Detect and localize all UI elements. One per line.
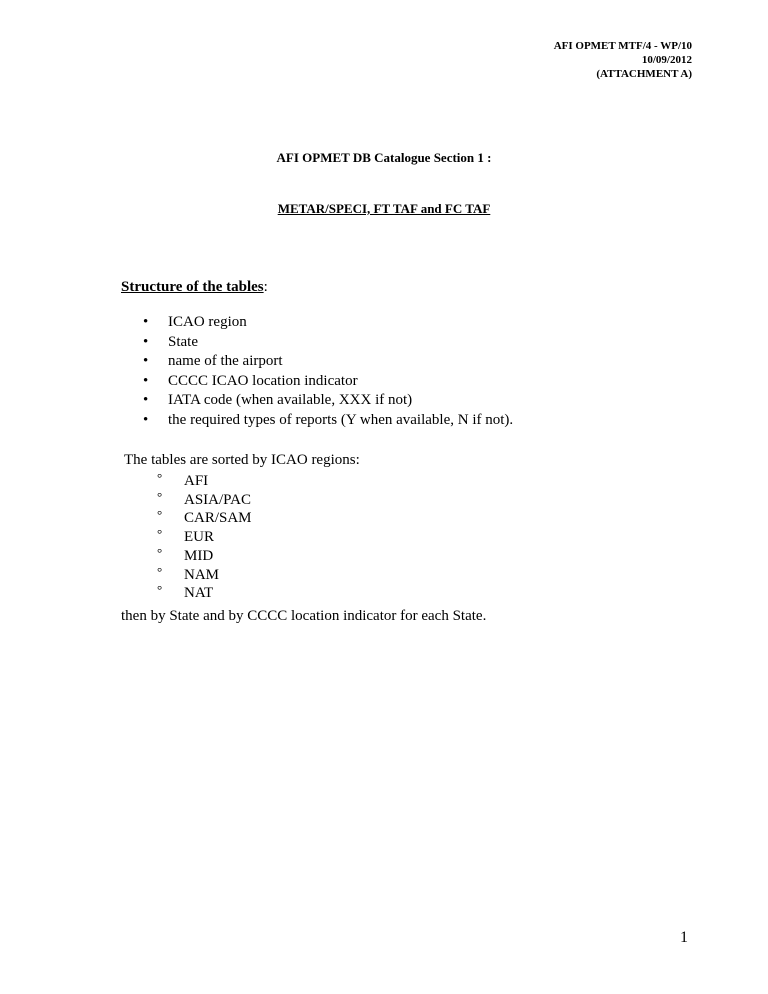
list-item bbox=[0, 313, 513, 333]
region-name: NAM bbox=[184, 566, 220, 583]
list-item bbox=[0, 472, 252, 491]
list-item bbox=[0, 488, 252, 510]
degree-bullet-icon: ° bbox=[157, 582, 163, 598]
document-title: AFI OPMET DB Catalogue Section 1 : bbox=[276, 150, 492, 165]
list-item-text: IATA code (when available, XXX if not) bbox=[168, 392, 413, 408]
header-attachment: (ATTACHMENT A) bbox=[596, 68, 692, 80]
structure-heading-text: Structure of the tables bbox=[121, 279, 264, 295]
list-item bbox=[0, 411, 513, 431]
region-name: ASIA/PAC bbox=[184, 491, 251, 508]
header-reference: AFI OPMET MTF/4 - WP/10 bbox=[553, 40, 692, 52]
bullet-icon: • bbox=[143, 314, 149, 330]
degree-bullet-icon: ° bbox=[157, 544, 163, 560]
degree-bullet-icon: ° bbox=[157, 507, 163, 523]
list-item bbox=[0, 391, 513, 411]
list-item bbox=[0, 563, 252, 585]
bullet-icon: • bbox=[143, 372, 149, 389]
degree-bullet-icon: ° bbox=[157, 526, 163, 542]
document-header bbox=[554, 39, 692, 81]
list-item-text: ICAO region bbox=[168, 314, 247, 330]
list-item-text: State bbox=[168, 333, 198, 350]
region-name: EUR bbox=[184, 529, 214, 546]
sorting-intro: The tables are sorted by ICAO regions: bbox=[124, 452, 360, 468]
structure-list bbox=[0, 313, 513, 430]
list-item-text: name of the airport bbox=[168, 353, 283, 369]
region-list bbox=[0, 472, 252, 603]
region-name: CAR/SAM bbox=[184, 510, 252, 527]
bullet-icon: • bbox=[143, 333, 149, 350]
document-subtitle: METAR/SPECI, FT TAF and FC TAF bbox=[277, 201, 491, 216]
region-name: NAT bbox=[184, 585, 214, 602]
list-item bbox=[0, 584, 252, 603]
list-item bbox=[0, 352, 513, 372]
bullet-icon: • bbox=[143, 411, 149, 428]
degree-bullet-icon: ° bbox=[157, 488, 163, 504]
list-item bbox=[0, 372, 513, 392]
list-item bbox=[0, 528, 252, 547]
structure-heading bbox=[121, 279, 268, 296]
header-date: 10/09/2012 bbox=[641, 54, 692, 66]
list-item bbox=[0, 509, 252, 528]
list-item-text: CCCC ICAO location indicator bbox=[168, 372, 358, 389]
bullet-icon: • bbox=[143, 353, 149, 369]
structure-heading-colon: : bbox=[263, 279, 268, 295]
region-name: MID bbox=[184, 547, 214, 564]
bullet-icon: • bbox=[143, 392, 149, 408]
sorting-closing: then by State and by CCCC location indicator for each State. bbox=[121, 608, 487, 624]
list-item bbox=[0, 544, 252, 566]
degree-bullet-icon: ° bbox=[157, 470, 163, 485]
list-item bbox=[0, 333, 513, 353]
degree-bullet-icon: ° bbox=[157, 563, 163, 579]
page-number: 1 bbox=[680, 929, 688, 946]
region-name: AFI bbox=[184, 473, 209, 489]
list-item-text: the required types of reports (Y when available, N if not). bbox=[168, 411, 514, 428]
